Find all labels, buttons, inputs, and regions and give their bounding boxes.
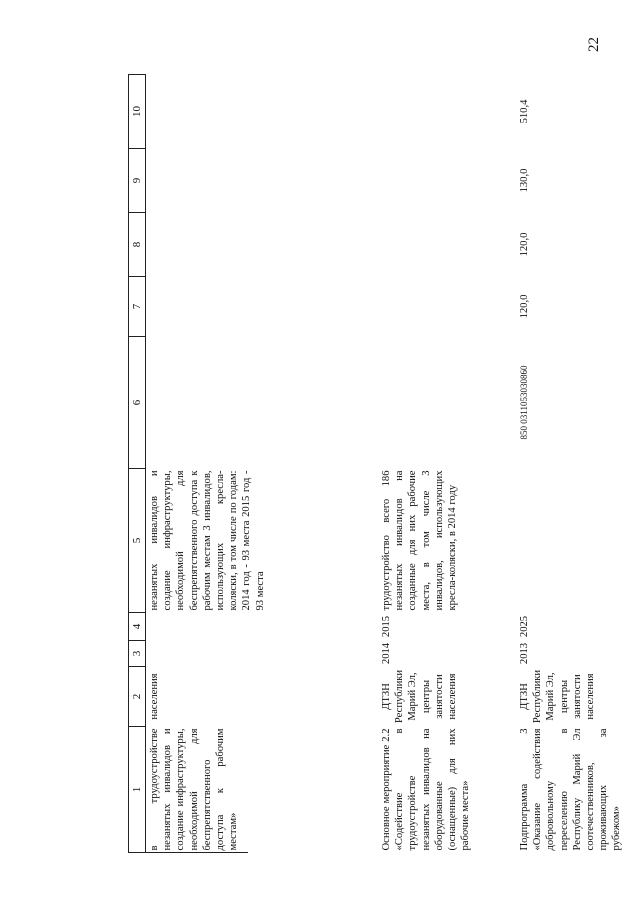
cell-value-7 (378, 277, 516, 337)
table-row (146, 75, 379, 853)
cell-result: незанятых инвалидов и создание инфраструктуры, необходимой для беспрепятственного доступа к рабочим местам 3 инвалидов, использующих кресла-коляски, в том числе по годам: 2014 год - 93 места 2015 год - 93 места (149, 470, 266, 611)
col-header-1: 1 (129, 727, 146, 853)
cell-executor: ДТЗН Республики Марий Эл, центры занятости населения (519, 669, 597, 724)
cell-value-9: 130,0 (519, 168, 530, 193)
col-header-2: 2 (129, 667, 146, 727)
cell-value-9 (146, 149, 379, 213)
cell-value-10 (146, 75, 379, 149)
cell-start-year: 2014 (381, 642, 392, 665)
cell-result (516, 469, 638, 613)
col-header-8: 8 (129, 213, 146, 277)
col-header-5: 5 (129, 469, 146, 613)
table-row (516, 75, 638, 853)
page-number: 22 (586, 37, 602, 52)
col-header-7: 7 (129, 277, 146, 337)
cell-executor: ДТЗН Республики Марий Эл, центры занятости населения (381, 669, 459, 724)
cell-end-year: 2025 (519, 615, 530, 638)
cell-event-name: Основное мероприятие 2.2 «Содействие в трудоустройстве незанятых инвалидов на оборудованные (оснащенные) для них рабочие места» (381, 728, 472, 851)
cell-value-7 (146, 277, 379, 337)
rotated-table-container (128, 75, 623, 853)
cell-budget-code: 850 0311053030860 (519, 365, 529, 440)
cell-value-8 (378, 213, 516, 277)
cell-value-10 (378, 75, 516, 149)
col-header-10: 10 (129, 75, 146, 149)
cell-budget-code (378, 337, 516, 469)
cell-end-year: 2015 (381, 615, 392, 638)
cell-budget-code (146, 337, 379, 469)
cell-event-name: Подпрограмма 3 «Оказание содействия добровольному переселению в Республику Марий Эл соотечественников, проживающих за рубежом» (519, 728, 623, 851)
cell-event-name: в трудоустройстве незанятых инвалидов и создание инфраструктуры, необходимой для беспрепятственного доступа к рабочим местам» (149, 728, 240, 851)
cell-value-8 (146, 213, 379, 277)
cell-start-year (146, 641, 379, 667)
cell-result: трудоустройство всего 186 незанятых инвалидов на созданные для них рабочие места, в том числе 3 инвалидов, использующих кресла-коляски, в 2014 году (381, 470, 459, 611)
col-header-9: 9 (129, 149, 146, 213)
table-row (378, 75, 516, 853)
col-header-3: 3 (129, 641, 146, 667)
cell-value-7: 120,0 (519, 294, 530, 319)
budget-table (128, 74, 638, 853)
col-header-4: 4 (129, 613, 146, 641)
column-number-row (129, 75, 146, 853)
cell-value-8: 120,0 (519, 232, 530, 257)
cell-executor: населения (149, 673, 160, 720)
cell-start-year: 2013 (519, 642, 530, 665)
col-header-6: 6 (129, 337, 146, 469)
cell-end-year (146, 613, 379, 641)
table-left-border (128, 852, 248, 853)
cell-value-9 (378, 149, 516, 213)
cell-value-10: 510,4 (519, 99, 530, 124)
